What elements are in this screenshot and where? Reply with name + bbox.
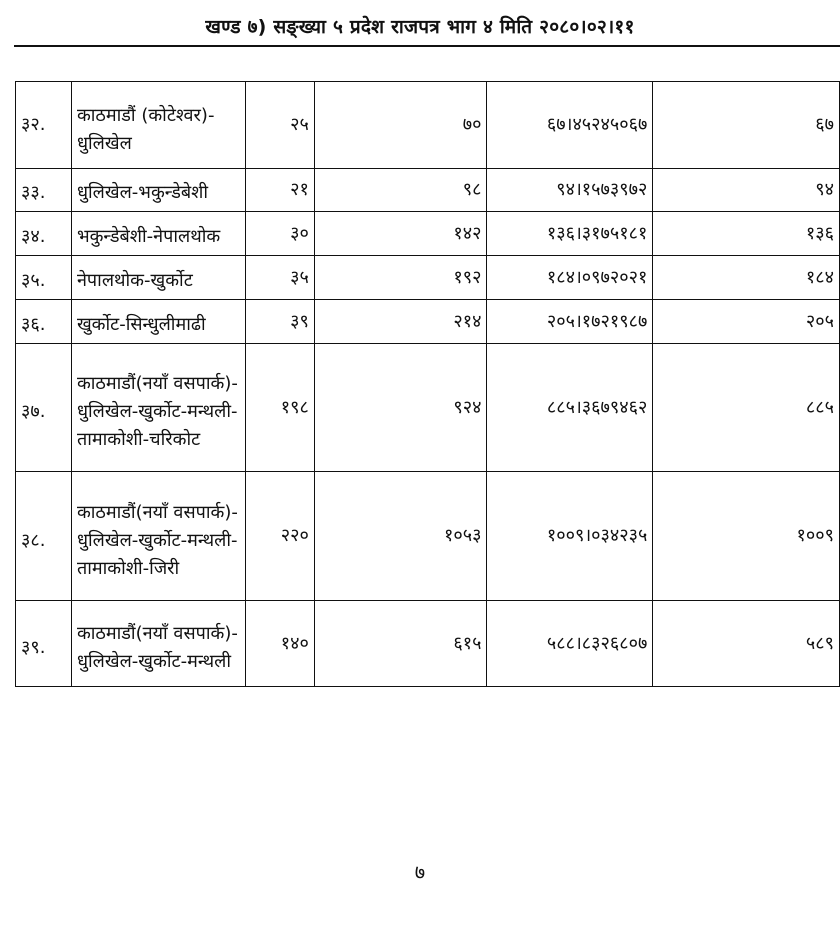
route-name [71,601,245,687]
route-name-line: धुलिखेल-खुर्कोट-मन्थली- [76,529,238,551]
rounded-value: ९४ [653,169,840,212]
route-name [71,212,245,256]
route-name-line: खुर्कोट-सिन्धुलीमाढी [76,313,206,335]
table-row [16,601,840,687]
header-divider [14,45,840,47]
route-name-line: काठमाडौं(नयाँ वसपार्क)- [76,373,238,394]
rounded-value: ६७ [653,82,840,169]
rounded-value: ८८५ [653,344,840,472]
table-row [16,472,840,601]
distance-value: ३० [245,212,314,256]
table-row [16,300,840,344]
calculated-value: ८८५।३६७९४६२ [487,344,653,472]
distance-value: २२० [245,472,314,601]
route-name-line: काठमाडौं(नयाँ वसपार्क)- [76,623,238,644]
serial-number: ३६. [16,300,72,344]
fare-value: ६१५ [314,601,487,687]
serial-number: ३४. [16,212,72,256]
calculated-value: ९४।१५७३९७२ [487,169,653,212]
page-header-title: खण्ड ७) सङ्ख्या ५ प्रदेश राजपत्र भाग ४ मिति २०८०।०२।११ [205,16,635,38]
distance-value: २१ [245,169,314,212]
route-name [71,169,245,212]
table-row [16,212,840,256]
route-name [71,82,245,169]
route-name-line: नेपालथोक-खुर्कोट [76,269,193,291]
distance-value: ३५ [245,256,314,300]
calculated-value: ५८८।८३२६८०७ [487,601,653,687]
fare-value: १०५३ [314,472,487,601]
table-row [16,82,840,169]
table-row [16,256,840,300]
serial-number: ३२. [16,82,72,169]
distance-value: ३९ [245,300,314,344]
rounded-value: १००९ [653,472,840,601]
route-name-line: धुलिखेल-खुर्कोट-मन्थली- [76,401,238,422]
calculated-value: २०५।१७२१९८७ [487,300,653,344]
route-name [71,256,245,300]
route-name-line: काठमाडौं (कोटेश्वर)- [76,104,215,126]
route-fare-table [15,81,840,687]
calculated-value: १००९।०३४२३५ [487,472,653,601]
fare-value: ९२४ [314,344,487,472]
calculated-value: १३६।३१७५१८१ [487,212,653,256]
rounded-value: १८४ [653,256,840,300]
distance-value: १४० [245,601,314,687]
serial-number: ३८. [16,472,72,601]
rounded-value: १३६ [653,212,840,256]
fare-value: ९८ [314,169,487,212]
serial-number: ३७. [16,344,72,472]
serial-number: ३५. [16,256,72,300]
fare-value: १४२ [314,212,487,256]
route-name-line: धुलिखेल [76,132,132,154]
route-name-line: काठमाडौं(नयाँ वसपार्क)- [76,501,238,523]
page-number: ७ [414,860,426,884]
serial-number: ३३. [16,169,72,212]
serial-number: ३९. [16,601,72,687]
route-name-line: धुलिखेल-खुर्कोट-मन्थली [76,651,232,672]
fare-value: ७० [314,82,487,169]
route-name-line: तामाकोशी-चरिकोट [76,429,201,450]
route-name-line: तामाकोशी-जिरी [76,557,180,579]
distance-value: १९८ [245,344,314,472]
calculated-value: १८४।०९७२०२१ [487,256,653,300]
distance-value: २५ [245,82,314,169]
route-name [71,300,245,344]
rounded-value: ५८९ [653,601,840,687]
calculated-value: ६७।४५२४५०६७ [487,82,653,169]
route-name [71,472,245,601]
route-name-line: धुलिखेल-भकुन्डेबेशी [76,182,209,203]
rounded-value: २०५ [653,300,840,344]
table-row [16,344,840,472]
fare-value: १९२ [314,256,487,300]
route-name-line: भकुन्डेबेशी-नेपालथोक [76,225,221,247]
table-row [16,169,840,212]
fare-value: २१४ [314,300,487,344]
route-name [71,344,245,472]
